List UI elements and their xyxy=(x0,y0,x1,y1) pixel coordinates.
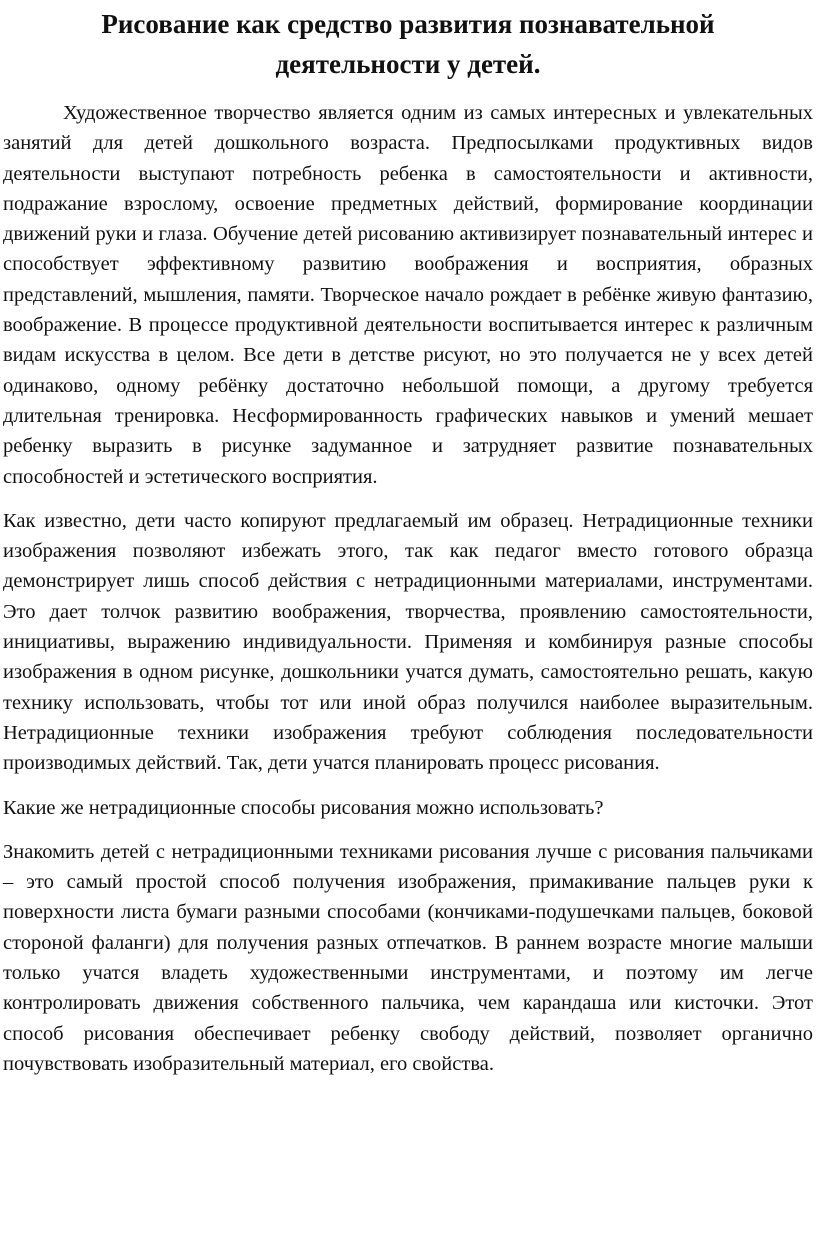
paragraph-nontraditional-techniques: Как известно, дети часто копируют предлагаемый им образец. Нетрадиционные техники изображения позволяют избежать этого, так как педагог вместо готового образца демонстрирует лишь способ действия с нетрадиционными материалами, инструментами. Это дает толчок развитию воображения, творчества, проявлению самостоятельности, инициативы, выражению индивидуальности. Применяя и комбинируя разные способы изображения в одном рисунке, дошкольники учатся думать, самостоятельно решать, какую технику использовать, чтобы тот или иной образ получился наиболее выразительным. Нетрадиционные техники изображения требуют соблюдения последовательности производимых действий. Так, дети учатся планировать процесс рисования. xyxy=(3,509,813,775)
document-title: Рисование как средство развития познавательной деятельности у детей. xyxy=(101,9,715,79)
paragraph-finger-painting: Знакомить детей с нетрадиционными техниками рисования лучше с рисования пальчиками – это самый простой способ получения изображения, примакивание пальцев руки к поверхности листа бумаги разными способами (кончиками-подушечками пальцев, боковой стороной фаланги) для получения разных отпечатков. В раннем возрасте многие малыши только учатся владеть художественными инструментами, и поэтому им легче контролировать движения собственного пальчика, чем карандаша или кисточки. Этот способ рисования обеспечивает ребенку свободу действий, позволяет органично почувствовать изобразительный материал, его свойства. xyxy=(3,840,813,1075)
paragraph-intro: Художественное творчество является одним из самых интересных и увлекательных занятий для детей дошкольного возраста. Предпосылками продуктивных видов деятельности выступают потребность ребенка в самостоятельности и активности, подражание взрослому, освоение предметных действий, формирование координации движений руки и глаза. Обучение детей рисованию активизирует познавательный интерес и способствует эффективному развитию воображения и восприятия, образных представлений, мышления, памяти. Творческое начало рождает в ребёнке живую фантазию, воображение. В процессе продуктивной деятельности воспитывается интерес к различным видам искусства в целом. Все дети в детстве рисуют, но это получается не у всех детей одинаково, одному ребёнку достаточно небольшой помощи, а другому требуется длительная тренировка. Несформированность графических навыков и умений мешает ребенку выразить в рисунке задуманное и затрудняет развитие познавательных способностей и эстетического восприятия. xyxy=(3,102,813,488)
paragraph-question: Какие же нетрадиционные способы рисования можно использовать? xyxy=(3,796,604,819)
